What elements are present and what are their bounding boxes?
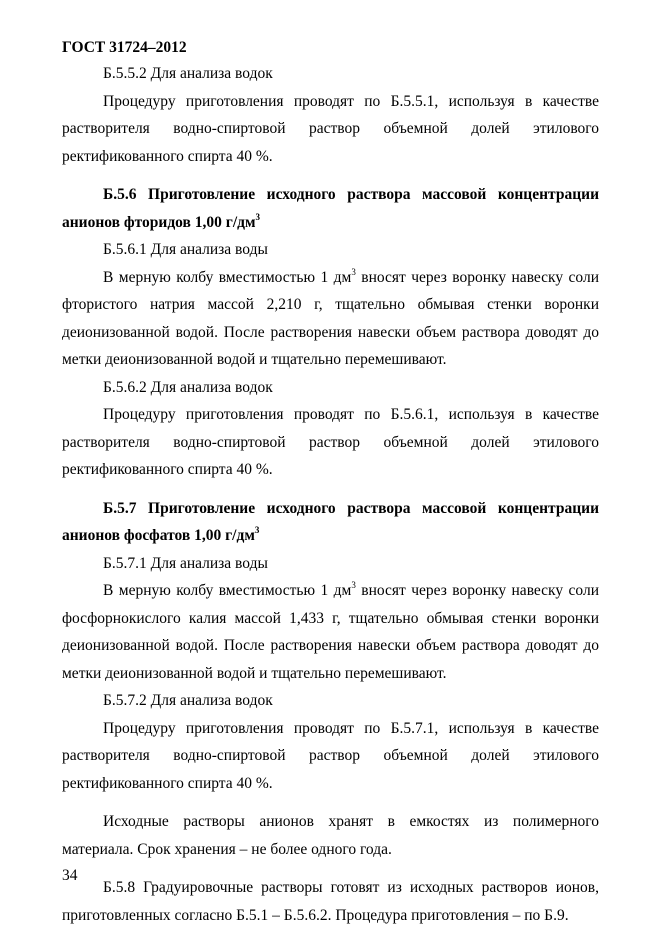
paragraph-b-5-5-2-procedure: Процедуру приготовления проводят по Б.5.5.1, используя в качестве растворителя водно-спиртовой раствор объемной долей этилового ректификованного спирта 40 %. <box>62 92 599 165</box>
paragraph-b-5-6-1-text-end: вносят через воронку навеску соли фтористого натрия массой 2,210 г, тщательно обмывая стенки воронки деионизованной водой. После растворения навески объем раствора доводят до метки деионизованной водой и тщательно перемешивают. <box>62 268 599 368</box>
subsection-b-5-6-1-heading: Б.5.6.1 Для анализа воды <box>103 241 268 258</box>
cubic-superscript: 3 <box>351 580 356 590</box>
cubic-superscript: 3 <box>255 211 261 222</box>
subsection-b-5-7-2-heading: Б.5.7.2 Для анализа водок <box>103 692 273 709</box>
subsection-b-5-7-1-heading: Б.5.7.1 Для анализа воды <box>103 554 268 572</box>
document-body <box>62 60 599 929</box>
paragraph-b-5-6-1-procedure <box>62 264 599 374</box>
paragraph-b-5-6-1-text-start: В мерную колбу вместимостью 1 дм <box>103 268 352 286</box>
section-b-5-6-heading-text: Б.5.6 Приготовление исходного раствора массовой концентрации анионов фторидов 1,00 г/дм <box>62 186 599 231</box>
cubic-superscript: 3 <box>351 266 356 277</box>
subsection-b-5-6-2-heading: Б.5.6.2 Для анализа водок <box>103 378 273 396</box>
document-header: ГОСТ 31724–2012 <box>62 39 187 56</box>
paragraph-b-5-7-2-procedure: Процедуру приготовления проводят по Б.5.7.1, используя в качестве растворителя водно-спиртовой раствор объемной долей этилового ректификованного спирта 40 %. <box>62 719 599 792</box>
paragraph-b-5-7-1-procedure <box>62 577 599 687</box>
subsection-b-5-5-2-heading: Б.5.5.2 Для анализа водок <box>103 65 273 82</box>
paragraph-b-5-8: Б.5.8 Градуировочные растворы готовят из исходных растворов ионов, приготовленных согласно Б.5.1 – Б.5.6.2. Процедура приготовления – по Б.9. <box>62 879 599 924</box>
cubic-superscript: 3 <box>254 525 260 535</box>
page-number: 34 <box>62 867 78 884</box>
section-b-5-7-heading <box>62 495 599 550</box>
section-b-5-7-heading-text: Б.5.7 Приготовление исходного раствора массовой концентрации анионов фосфатов 1,00 г/дм <box>62 499 599 544</box>
paragraph-b-5-7-1-text-end: вносят через воронку навеску соли фосфорнокислого калия массой 1,433 г, тщательно обмывая стенки воронки деионизованной водой. После растворения навески объем раствора доводят до метки деионизованной водой и тщательно перемешивают. <box>62 582 599 682</box>
section-b-5-6-heading <box>62 181 599 236</box>
paragraph-b-5-6-2-procedure: Процедуру приготовления проводят по Б.5.6.1, используя в качестве растворителя водно-спиртовой раствор объемной долей этилового ректификованного спирта 40 %. <box>62 406 599 478</box>
paragraph-storage-note: Исходные растворы анионов хранят в емкостях из полимерного материала. Срок хранения – не более одного года. <box>62 813 599 858</box>
paragraph-b-5-7-1-text-start: В мерную колбу вместимостью 1 дм <box>103 582 352 599</box>
